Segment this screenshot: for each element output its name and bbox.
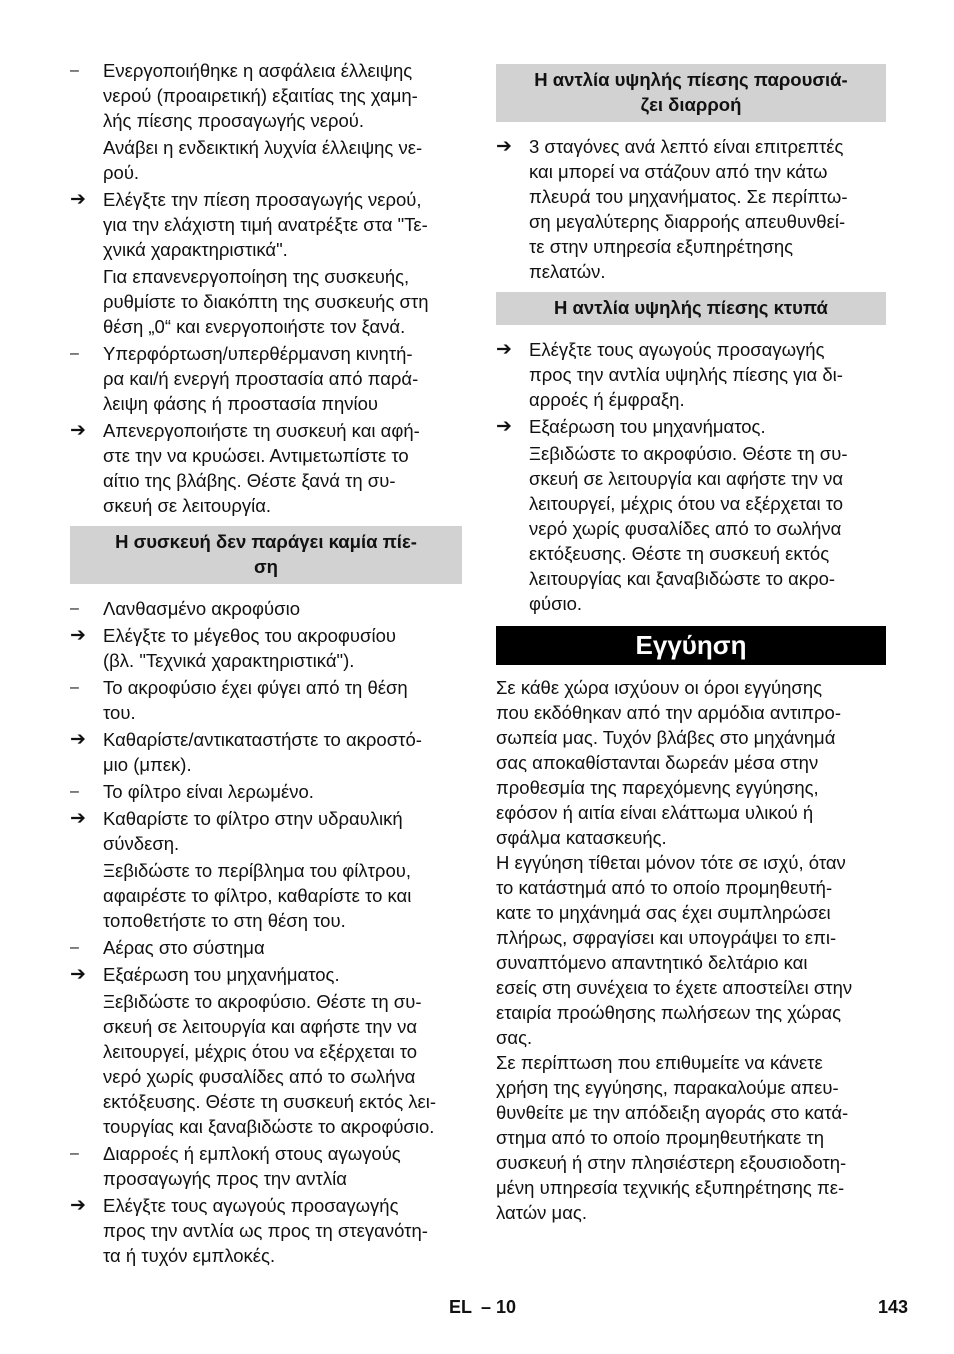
paragraph-line: Σε περίπτωση που επιθυμείτε να κάνετε [496, 1052, 823, 1073]
paragraph-line: μένη υπηρεσία τεχνικής εξυπηρέτησης πε- [496, 1177, 845, 1198]
paragraph-line: λατών μας. [496, 1202, 587, 1223]
item-line: νερό χωρίς φυσαλίδες από το σωλήνα [103, 1066, 416, 1087]
right-block-1 [496, 134, 886, 284]
item-line: φύσιο. [529, 593, 583, 614]
section-heading-pump-knocks [496, 292, 886, 325]
paragraph-line: σωπεία μας. Τυχόν βλάβες στο μηχάνημά [496, 727, 836, 748]
item-line: Διαρροές ή εμπλοκή στους αγωγούς [103, 1143, 401, 1164]
heading-line: Η αντλία υψηλής πίεσης παρουσιά- [534, 69, 848, 90]
heading-line: Η αντλία υψηλής πίεσης κτυπά [554, 297, 828, 318]
action-item [70, 727, 462, 777]
continuation-text [70, 264, 462, 339]
paragraph-line: προθεσμία της παρεχόμενης εγγύησης, [496, 777, 819, 798]
item-line: Ανάβει η ενδεικτική λυχνία έλλειψης νε- [103, 137, 423, 158]
item-line: ρυθμίστε το διακόπτη της συσκευής στη [103, 291, 429, 312]
item-line: σκευή σε λειτουργία. [103, 495, 272, 516]
action-item [496, 134, 886, 284]
item-line: χνικά χαρακτηριστικά". [103, 239, 288, 260]
continuation-text [70, 135, 462, 185]
paragraph-line: συσκευή ή στην πλησιέστερη εξουσιοδοτη- [496, 1152, 847, 1173]
item-line: προς την αντλία υψηλής πίεσης για δι- [529, 364, 843, 385]
item-line: λειτουργίας και ξαναβιδώστε το ακρο- [529, 568, 836, 589]
item-line: Εξαέρωση του μηχανήματος. [529, 416, 766, 437]
item-line: τοποθετήστε το στη θέση του. [103, 910, 346, 931]
warranty-text [496, 675, 886, 1225]
paragraph-line: το κατάστημά από το οποίο προμηθευτή- [496, 877, 833, 898]
paragraph-line: εσείς στη συνέχεια το έχετε αποστείλει στην [496, 977, 853, 998]
dash-bullet: – [70, 1145, 79, 1162]
item-line: λειψη φάσης ή προστασία πηνίου [103, 393, 379, 414]
footer-page-number: 143 [878, 1297, 909, 1317]
section-heading-no-pressure [70, 526, 462, 584]
arrow-right-icon: ➔ [496, 339, 512, 360]
left-column [70, 58, 462, 1270]
item-line: προς την αντλία ως προς τη στεγανότη- [103, 1220, 428, 1241]
paragraph-line: θυνθείτε με την απόδειξη αγοράς στο κατά- [496, 1102, 849, 1123]
item-line: νερού (προαιρετική) εξαιτίας της χαμη- [103, 85, 418, 106]
item-line: Καθαρίστε/αντικαταστήστε το ακροστό- [103, 729, 422, 750]
item-line: Ξεβιδώστε το περίβλημα του φίλτρου, [103, 860, 411, 881]
paragraph-line: εταιρία προώθησης πωλήσεων της χώρας [496, 1002, 842, 1023]
item-line: Αέρας στο σύστημα [103, 937, 265, 958]
paragraph-line: Σε κάθε χώρα ισχύουν οι όροι εγγύησης [496, 677, 823, 698]
item-line: ση μεγαλύτερης διαρροής απευθυνθεί- [529, 211, 846, 232]
item-line: θέση „0“ και ενεργοποιήστε τον ξανά. [103, 316, 406, 337]
item-line: Το ακροφύσιο έχει φύγει από τη θέση [103, 677, 408, 698]
item-line: Ελέγξτε την πίεση προσαγωγής νερού, [103, 189, 422, 210]
left-block-1 [70, 58, 462, 518]
item-line: Ελέγξτε τους αγωγούς προσαγωγής [529, 339, 825, 360]
action-item [70, 187, 462, 262]
item-line: λειτουργεί, μέχρις ότου να εξέρχεται το [103, 1041, 418, 1062]
item-line: Λανθασμένο ακροφύσιο [103, 598, 300, 619]
footer-language: EL [449, 1297, 473, 1317]
cause-item [70, 935, 462, 960]
item-line: ρα και/ή ενεργή προστασία από παρά- [103, 368, 419, 389]
cause-item [70, 58, 462, 133]
paragraph-line: Η εγγύηση τίθεται μόνον τότε σε ισχύ, όταν [496, 852, 846, 873]
continuation-text [496, 441, 886, 616]
cause-item [70, 341, 462, 416]
arrow-right-icon: ➔ [70, 1195, 86, 1216]
section-heading-pump-leak [496, 64, 886, 122]
arrow-right-icon: ➔ [70, 189, 86, 210]
item-line: Απενεργοποιήστε τη συσκευή και αφή- [103, 420, 420, 441]
warranty-title: Εγγύηση [496, 626, 886, 665]
cause-item [70, 779, 462, 804]
paragraph-line: εφόσον ή αιτία είναι ελάττωμα υλικού ή [496, 802, 814, 823]
item-line: πλευρά του μηχανήματος. Σε περίπτω- [529, 186, 848, 207]
item-line: τα ή τυχόν εμπλοκές. [103, 1245, 276, 1266]
action-item [496, 337, 886, 412]
continuation-text [70, 858, 462, 933]
action-item [70, 418, 462, 518]
paragraph-line: στημα από το οποίο προμηθευτήκατε τη [496, 1127, 825, 1148]
item-line: αίτιο της βλάβης. Θέστε ξανά τη συ- [103, 470, 396, 491]
action-item [70, 962, 462, 987]
item-line: 3 σταγόνες ανά λεπτό είναι επιτρεπτές [529, 136, 844, 157]
arrow-right-icon: ➔ [496, 136, 512, 157]
cause-item [70, 675, 462, 725]
item-line: στε την να κρυώσει. Αντιμετωπίστε το [103, 445, 409, 466]
warranty-paragraph [496, 675, 886, 850]
item-line: σύνδεση. [103, 833, 180, 854]
footer-section-page: – 10 [481, 1297, 517, 1317]
item-line: αφαιρέστε το φίλτρο, καθαρίστε το και [103, 885, 412, 906]
continuation-text [70, 989, 462, 1139]
item-line: λής πίεσης προσαγωγής νερού. [103, 110, 365, 131]
action-item [496, 414, 886, 439]
heading-line: ζει διαρροή [640, 94, 742, 115]
dash-bullet: – [70, 679, 79, 696]
item-line: μιο (μπεκ). [103, 754, 192, 775]
item-line: Ξεβιδώστε το ακροφύσιο. Θέστε τη συ- [103, 991, 422, 1012]
paragraph-line: συναπτόμενο απαντητικό δελτάριο και [496, 952, 808, 973]
paragraph-line: σας αποκαθίστανται δωρεάν μέσα στην [496, 752, 819, 773]
item-line: Ελέγξτε τους αγωγούς προσαγωγής [103, 1195, 399, 1216]
paragraph-line: πλήρως, σφραγίσει και υπογράψει το επι- [496, 927, 837, 948]
arrow-right-icon: ➔ [70, 729, 86, 750]
item-line: Για επανενεργοποίηση της συσκευής, [103, 266, 410, 287]
dash-bullet: – [70, 600, 79, 617]
item-line: του. [103, 702, 136, 723]
paragraph-line: χρήση της εγγύησης, παρακαλούμε απευ- [496, 1077, 839, 1098]
arrow-right-icon: ➔ [70, 808, 86, 829]
item-line: λειτουργεί, μέχρις ότου να εξέρχεται το [529, 493, 844, 514]
item-line: ρού. [103, 162, 140, 183]
item-line: Καθαρίστε το φίλτρο στην υδραυλική [103, 808, 403, 829]
item-line: Ξεβιδώστε το ακροφύσιο. Θέστε τη συ- [529, 443, 848, 464]
cause-item [70, 596, 462, 621]
item-line: τε στην υπηρεσία εξυπηρέτησης [529, 236, 794, 257]
action-item [70, 806, 462, 856]
item-line: εκτόξευσης. Θέστε τη συσκευή εκτός λει- [103, 1091, 437, 1112]
item-line: Ενεργοποιήθηκε η ασφάλεια έλλειψης [103, 60, 413, 81]
right-block-2 [496, 337, 886, 616]
right-column [496, 58, 886, 1225]
item-line: σκευή σε λειτουργία και αφήστε την να [529, 468, 844, 489]
heading-line: ση [254, 556, 278, 577]
warranty-paragraph [496, 850, 886, 1050]
item-line: Υπερφόρτωση/υπερθέρμανση κινητή- [103, 343, 413, 364]
item-line: (βλ. "Τεχνικά χαρακτηριστικά"). [103, 650, 355, 671]
paragraph-line: κατε το μηχάνημά σας έχει συμπληρώσει [496, 902, 831, 923]
item-line: αρροές ή έμφραξη. [529, 389, 685, 410]
dash-bullet: – [70, 345, 79, 362]
left-block-2 [70, 596, 462, 1268]
item-line: Το φίλτρο είναι λερωμένο. [103, 781, 314, 802]
action-item [70, 1193, 462, 1268]
item-line: νερό χωρίς φυσαλίδες από το σωλήνα [529, 518, 842, 539]
item-line: τουργίας και ξαναβιδώστε το ακροφύσιο. [103, 1116, 435, 1137]
arrow-right-icon: ➔ [70, 420, 86, 441]
arrow-right-icon: ➔ [496, 416, 512, 437]
warranty-paragraph [496, 1050, 886, 1225]
item-line: σκευή σε λειτουργία και αφήστε την να [103, 1016, 418, 1037]
item-line: Εξαέρωση του μηχανήματος. [103, 964, 340, 985]
paragraph-line: σας. [496, 1027, 533, 1048]
item-line: προσαγωγής προς την αντλία [103, 1168, 347, 1189]
dash-bullet: – [70, 939, 79, 956]
cause-item [70, 1141, 462, 1191]
heading-line: Η συσκευή δεν παράγει καμία πίε- [115, 531, 417, 552]
paragraph-line: που εκδόθηκαν από την αρμόδια αντιπρο- [496, 702, 841, 723]
arrow-right-icon: ➔ [70, 625, 86, 646]
item-line: πελατών. [529, 261, 606, 282]
item-line: Ελέγξτε το μέγεθος του ακροφυσίου [103, 625, 396, 646]
paragraph-line: σφάλμα κατασκευής. [496, 827, 667, 848]
arrow-right-icon: ➔ [70, 964, 86, 985]
action-item [70, 623, 462, 673]
item-line: για την ελάχιστη τιμή ανατρέξτε στα "Τε- [103, 214, 428, 235]
dash-bullet: – [70, 783, 79, 800]
dash-bullet: – [70, 62, 79, 79]
item-line: εκτόξευσης. Θέστε τη συσκευή εκτός [529, 543, 830, 564]
item-line: και μπορεί να στάζουν από την κάτω [529, 161, 828, 182]
